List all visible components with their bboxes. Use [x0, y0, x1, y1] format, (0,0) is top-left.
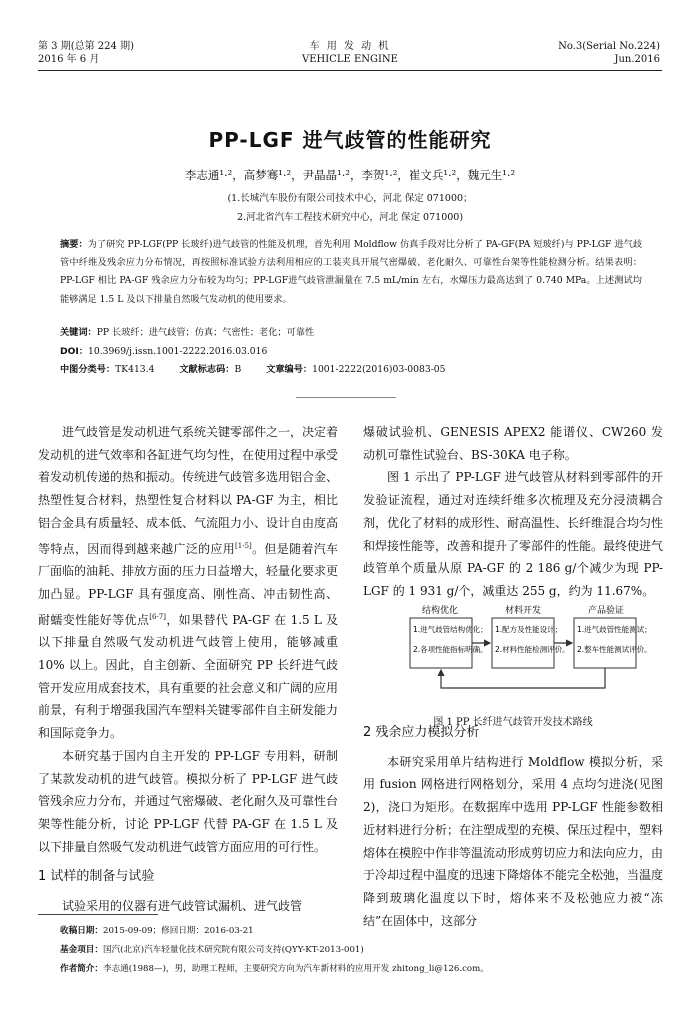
received-text: 2015-09-09；修回日期：2016-03-21 — [102, 926, 254, 936]
section-1-heading: 1 试样的制备与试验 — [38, 869, 155, 885]
left-column — [38, 421, 338, 918]
issue-number-en: No.3(Serial No.224) — [558, 41, 660, 52]
issue-date-en: Jun.2016 — [614, 54, 660, 65]
art-value: 1001-2222(2016)03-0083-05 — [312, 364, 446, 375]
keywords-text: PP 长玻纤；进气歧管；仿真；气密性；老化；可靠性 — [96, 327, 315, 338]
section-2 — [363, 722, 663, 932]
received-label: 收稿日期： — [60, 926, 103, 936]
intro-paragraph-1 — [38, 421, 338, 745]
footnote-fund — [60, 941, 364, 960]
header-rule — [38, 70, 662, 71]
box1-line2: 2.各项性能指标明确。 — [413, 645, 488, 654]
box2-line1: 1.配方及性能设计； — [495, 625, 563, 634]
col-title-2: 材料开发 — [504, 606, 542, 616]
cls-value: TK413.4 — [115, 364, 155, 375]
issue-number: 第 3 期(总第 224 期) — [38, 41, 134, 52]
classification — [60, 361, 642, 379]
paper-title: PP-LGF 进气歧管的性能研究 — [208, 128, 492, 152]
col-title-1: 结构优化 — [421, 606, 459, 616]
doi — [60, 343, 642, 361]
right-paragraph-1: 爆破试验机、GENESIS APEX2 能谱仪、CW260 发动机可靠性试验台、BS-30KA 电子称。 — [363, 425, 663, 462]
author-label: 作者简介： — [60, 964, 103, 974]
figure-1-flowchart — [408, 604, 652, 702]
box1-line1: 1.进气歧管结构优化； — [413, 625, 488, 634]
art-label: 文章编号： — [266, 364, 313, 375]
box3-line2: 2.整车性能测试评价。 — [577, 645, 652, 654]
section-2-paragraph: 本研究采用单片结构进行 Moldflow 模拟分析，采用 fusion 网格进行网格划分，采用 4 点均匀进浇(见图 2)，浇口为矩形。在数据库中选用 PP-LGF 性能参数相近材料进行分析；在注塑成型的充模、保压过程中，塑料熔体在模腔中作非等温流动形成剪切应力和法向应力，由于冷却过程中温度的迅速下降熔体不能完全松弛，当温度降到玻璃化温度以下时，熔体来不及松弛应力被“冻结”在固体中，这部分 — [363, 754, 664, 928]
box3-line1: 1.进气歧管性能测试； — [577, 625, 652, 634]
intro-text-c: ，如果替代 PA-GF 在 1.5 L 及以下排量自然吸气发动机进气歧管上使用，能够减重 10% 以上。因此，自主创新、全面研究 PP 长纤进气歧管开发应用成套技术，具有重要的社会意义和广阔的应用前景，有利于增强我国汽车塑料关键零部件自主研发能力和国际竞争力。 — [38, 612, 339, 741]
journal-name-en: VEHICLE ENGINE — [301, 54, 398, 65]
footnote-rule — [38, 914, 158, 915]
figure-1-caption: 图 1 PP 长纤进气歧管开发技术路线 — [433, 717, 593, 728]
col-title-3: 产品验证 — [587, 606, 625, 616]
section-2-heading: 2 残余应力模拟分析 — [363, 725, 480, 740]
doc-label: 文献标志码： — [179, 364, 235, 375]
fund-label: 基金项目： — [60, 945, 103, 955]
abstract-label: 摘要： — [60, 239, 88, 250]
affiliation-2: 2.河北省汽车工程技术研究中心，河北 保定 071000) — [236, 212, 464, 223]
abstract — [60, 236, 642, 309]
footnote-author — [60, 960, 489, 979]
intro-text-b: 。但是随着汽车厂面临的油耗、排放方面的压力日益增大，轻量化要求更加凸显。PP-LGF 具有强度高、刚性高、冲击韧性高、耐蠕变性能好等优点 — [38, 541, 339, 627]
abstract-text: 为了研究 PP-LGF(PP 长玻纤)进气歧管的性能及机理，首先利用 Moldflow 仿真手段对比分析了 PA-GF(PA 短玻纤)与 PP-LGF 进气歧管中纤维及残余应力分布情况，再按照标准试验方法利用相应的工装夹具开展气密爆破、老化耐久、可靠性台架等性能检测分析。结果表明：PP-LGF 相比 PA-GF 残余应力分布较为均匀；PP-LGF进气歧管泄漏量在 7.5 mL/min 左右，水爆压力最高达到了 0.740 MPa。上述测试均能够满足 1.5 L 及以下排量自然吸气发动机的使用要求。 — [60, 239, 643, 305]
doi-label: DOI： — [60, 346, 89, 357]
author-list: 李志通¹·²，高梦骞¹·²，尹晶晶¹·²，李贺¹·²，崔文兵¹·²，魏元生¹·² — [184, 168, 516, 182]
abstract-separator — [296, 397, 396, 398]
section-1-paragraph: 试验采用的仪器有进气歧管试漏机、进气歧管 — [62, 899, 303, 914]
citation-2[interactable]: [6-7] — [149, 612, 166, 621]
cls-label: 中图分类号： — [60, 364, 116, 375]
doc-value: B — [234, 364, 242, 375]
keywords — [60, 324, 642, 342]
keywords-label: 关键词： — [60, 327, 97, 338]
intro-text-a: 进气歧管是发动机进气系统关键零部件之一，决定着发动机的进气效率和各缸进气均匀性，在使用过程中承受着发动机传递的热和振动。传统进气歧管多选用铝合金、热塑性复合材料，热塑性复合材料以 PA-GF 为主，相比铝合金具有质量轻、成本低、气流阻力小、设计自由度高等特点，因而得到越来越广泛的应用 — [38, 425, 339, 556]
right-paragraph-2: 图 1 示出了 PP-LGF 进气歧管从材料到零部件的开发验证流程，通过对连续纤维多次梳理及充分浸渍耦合剂，优化了材料的成形性、耐高温性、长纤维混合均匀性和焊接性能等，改善和提升了零部件的性能。最终使进气歧管单个质量从原 PA-GF 的 2 186 g/个减少为现 PP-LGF 的 1 931 g/个，减重达 255 g，约为 11.67%。 — [363, 470, 664, 598]
box2-line2: 2.材料性能检测评价。 — [495, 645, 570, 654]
doi-text: 10.3969/j.issn.1001-2222.2016.03.016 — [88, 346, 268, 357]
affiliation-1: (1.长城汽车股份有限公司技术中心，河北 保定 071000； — [227, 193, 473, 204]
citation-1[interactable]: [1-5] — [235, 541, 252, 550]
journal-issue-en — [558, 40, 660, 66]
issue-date: 2016 年 6 月 — [38, 54, 100, 65]
journal-name-cn: 车 用 发 动 机 — [309, 41, 391, 52]
right-column — [363, 421, 663, 603]
intro-paragraph-2: 本研究基于国内自主开发的 PP-LGF 专用料，研制了某款发动机的进气歧管。模拟分析了 PP-LGF 进气歧管残余应力分布，并通过气密爆破、老化耐久及可靠性台架等性能分析，讨论 PP-LGF 代替 PA-GF 在 1.5 L 及以下排量自然吸气发动机进气歧管方面应用的可行性。 — [38, 748, 339, 854]
fund-text: 国汽(北京)汽车轻量化技术研究院有限公司支持(QYY-KT-2013-001) — [102, 945, 364, 955]
author-text: 李志通(1988—)，男，助理工程师，主要研究方向为汽车新材料的应用开发 zhitong_li@126.com。 — [102, 964, 489, 974]
feedback-arrow — [441, 668, 605, 688]
footnote-received — [60, 922, 254, 941]
